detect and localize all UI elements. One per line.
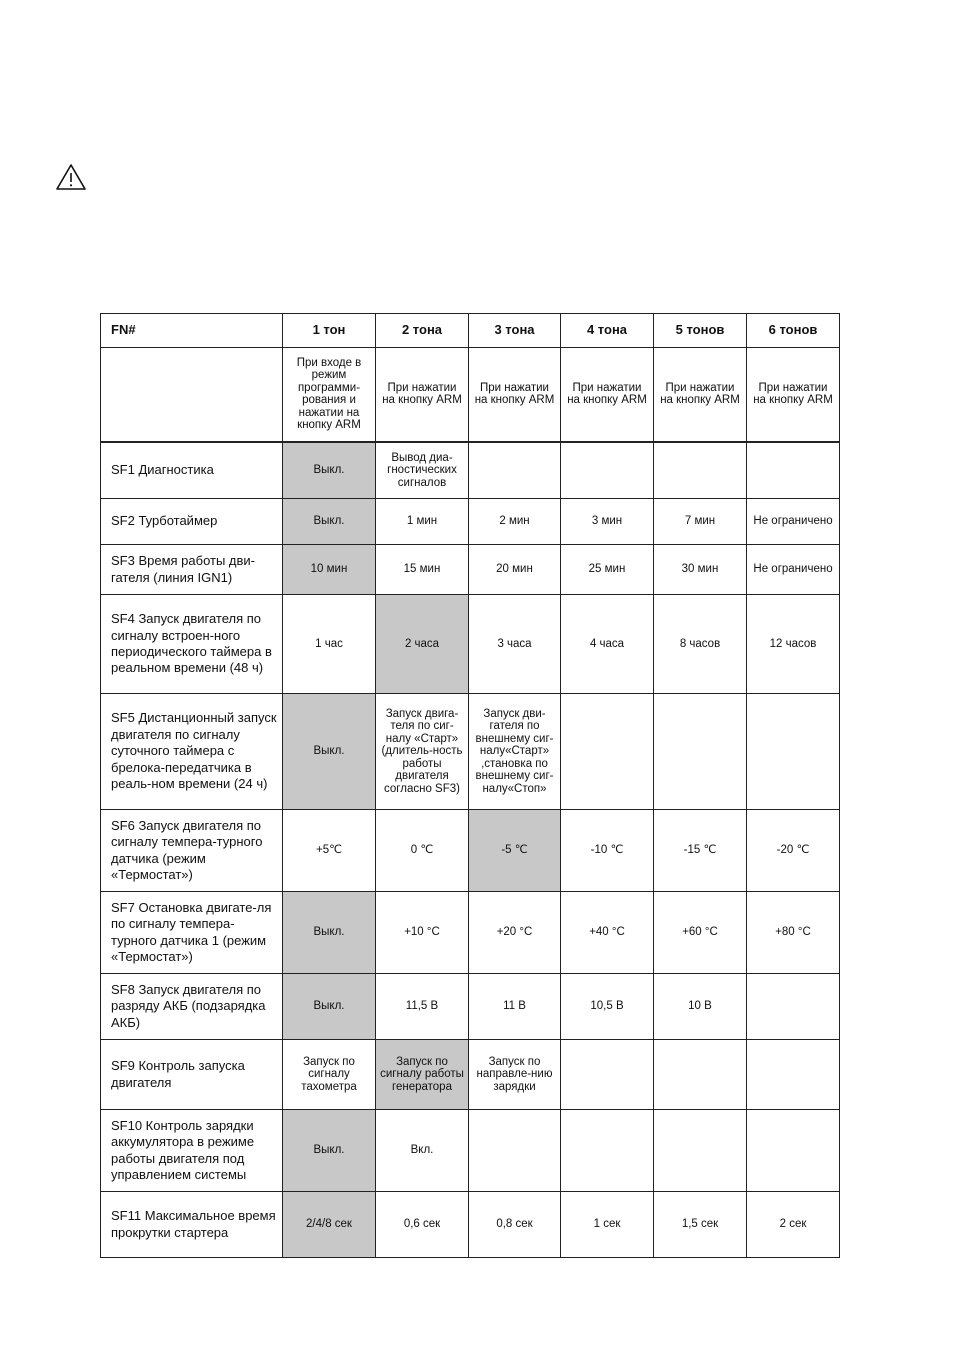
function-name-cell: SF5 Дистанционный запуск двигателя по сигналу суточного таймера с брелока-передатчика в реаль-ном времени (24 ч) bbox=[101, 694, 283, 810]
value-cell: +80 °C bbox=[747, 892, 840, 974]
value-cell: 10 В bbox=[654, 974, 747, 1040]
table-row bbox=[101, 810, 840, 892]
value-cell: Не ограничено bbox=[747, 499, 840, 545]
subheader-cell bbox=[101, 348, 283, 442]
table-row bbox=[101, 499, 840, 545]
function-settings-table bbox=[100, 313, 840, 1258]
value-cell bbox=[469, 442, 561, 499]
value-cell: 1,5 сек bbox=[654, 1192, 747, 1258]
header-tone-4: 4 тона bbox=[561, 314, 654, 348]
value-cell: 15 мин bbox=[376, 545, 469, 595]
value-cell: 25 мин bbox=[561, 545, 654, 595]
subheader-cell: При нажатии на кнопку ARM bbox=[469, 348, 561, 442]
function-name-cell: SF6 Запуск двигателя по сигналу темпера-турного датчика (режим «Термостат») bbox=[101, 810, 283, 892]
header-tone-1: 1 тон bbox=[283, 314, 376, 348]
table-row bbox=[101, 1110, 840, 1192]
value-cell: 0,8 сек bbox=[469, 1192, 561, 1258]
value-cell bbox=[654, 1110, 747, 1192]
value-cell: 2 часа bbox=[376, 595, 469, 694]
value-cell: Вкл. bbox=[376, 1110, 469, 1192]
value-cell: 2 сек bbox=[747, 1192, 840, 1258]
value-cell: Выкл. bbox=[283, 974, 376, 1040]
value-cell: -20 ℃ bbox=[747, 810, 840, 892]
value-cell: 1 час bbox=[283, 595, 376, 694]
value-cell: -10 ℃ bbox=[561, 810, 654, 892]
value-cell: Не ограничено bbox=[747, 545, 840, 595]
value-cell bbox=[561, 694, 654, 810]
function-name-cell: SF3 Время работы дви-гателя (линия IGN1) bbox=[101, 545, 283, 595]
value-cell bbox=[561, 1110, 654, 1192]
value-cell: +5℃ bbox=[283, 810, 376, 892]
value-cell: 11,5 В bbox=[376, 974, 469, 1040]
header-fn: FN# bbox=[101, 314, 283, 348]
subheader-cell: При нажатии на кнопку ARM bbox=[747, 348, 840, 442]
value-cell bbox=[469, 1110, 561, 1192]
function-name-cell: SF2 Турботаймер bbox=[101, 499, 283, 545]
value-cell: Вывод диа-гностических сигналов bbox=[376, 442, 469, 499]
value-cell: 10 мин bbox=[283, 545, 376, 595]
value-cell: -15 ℃ bbox=[654, 810, 747, 892]
value-cell: Выкл. bbox=[283, 694, 376, 810]
value-cell: Выкл. bbox=[283, 1110, 376, 1192]
value-cell: Запуск по направле-нию зарядки bbox=[469, 1040, 561, 1110]
function-name-cell: SF1 Диагностика bbox=[101, 442, 283, 499]
table-row bbox=[101, 974, 840, 1040]
table-row bbox=[101, 545, 840, 595]
value-cell bbox=[747, 1040, 840, 1110]
value-cell: +40 °C bbox=[561, 892, 654, 974]
value-cell: 11 В bbox=[469, 974, 561, 1040]
value-cell: 2/4/8 сек bbox=[283, 1192, 376, 1258]
value-cell: 1 мин bbox=[376, 499, 469, 545]
table-row bbox=[101, 1192, 840, 1258]
value-cell: +60 °C bbox=[654, 892, 747, 974]
header-tone-2: 2 тона bbox=[376, 314, 469, 348]
subheader-cell: При нажатии на кнопку ARM bbox=[376, 348, 469, 442]
value-cell: 7 мин bbox=[654, 499, 747, 545]
value-cell: 1 сек bbox=[561, 1192, 654, 1258]
value-cell bbox=[561, 1040, 654, 1110]
header-row bbox=[101, 314, 840, 348]
value-cell: 3 часа bbox=[469, 595, 561, 694]
subheader-cell: При нажатии на кнопку ARM bbox=[654, 348, 747, 442]
table-row bbox=[101, 595, 840, 694]
value-cell: -5 ℃ bbox=[469, 810, 561, 892]
value-cell bbox=[561, 442, 654, 499]
value-cell bbox=[654, 1040, 747, 1110]
subheader-row bbox=[101, 348, 840, 442]
table-row bbox=[101, 694, 840, 810]
value-cell: 2 мин bbox=[469, 499, 561, 545]
table-row bbox=[101, 1040, 840, 1110]
table-row bbox=[101, 442, 840, 499]
table-body bbox=[101, 442, 840, 1258]
value-cell: Запуск дви-гателя по внешнему сиг-налу«Старт» ,становка по внешнему сиг-налу«Стоп» bbox=[469, 694, 561, 810]
value-cell: 30 мин bbox=[654, 545, 747, 595]
value-cell bbox=[747, 1110, 840, 1192]
warning-triangle-icon bbox=[55, 163, 87, 191]
value-cell: 0 ℃ bbox=[376, 810, 469, 892]
value-cell bbox=[747, 442, 840, 499]
header-tone-6: 6 тонов bbox=[747, 314, 840, 348]
value-cell bbox=[654, 694, 747, 810]
value-cell: +20 °C bbox=[469, 892, 561, 974]
value-cell: Запуск по сигналу работы генератора bbox=[376, 1040, 469, 1110]
table-row bbox=[101, 892, 840, 974]
function-name-cell: SF11 Максимальное время прокрутки стартера bbox=[101, 1192, 283, 1258]
value-cell: Выкл. bbox=[283, 499, 376, 545]
function-name-cell: SF10 Контроль зарядки аккумулятора в режиме работы двигателя под управлением системы bbox=[101, 1110, 283, 1192]
subheader-cell: При входе в режим программи-рования и нажатии на кнопку ARM bbox=[283, 348, 376, 442]
function-name-cell: SF8 Запуск двигателя по разряду АКБ (подзарядка АКБ) bbox=[101, 974, 283, 1040]
value-cell: +10 °C bbox=[376, 892, 469, 974]
header-tone-3: 3 тона bbox=[469, 314, 561, 348]
value-cell: 12 часов bbox=[747, 595, 840, 694]
value-cell: Запуск по сигналу тахометра bbox=[283, 1040, 376, 1110]
value-cell: 8 часов bbox=[654, 595, 747, 694]
header-tone-5: 5 тонов bbox=[654, 314, 747, 348]
value-cell: Запуск двига-теля по сиг-налу «Старт» (длитель-ность работы двигателя согласно SF3) bbox=[376, 694, 469, 810]
value-cell: Выкл. bbox=[283, 442, 376, 499]
value-cell bbox=[747, 974, 840, 1040]
value-cell: 4 часа bbox=[561, 595, 654, 694]
function-name-cell: SF7 Остановка двигате-ля по сигналу темпера-турного датчика 1 (режим «Термостат») bbox=[101, 892, 283, 974]
value-cell: 3 мин bbox=[561, 499, 654, 545]
value-cell: 0,6 сек bbox=[376, 1192, 469, 1258]
value-cell bbox=[747, 694, 840, 810]
subheader-cell: При нажатии на кнопку ARM bbox=[561, 348, 654, 442]
value-cell bbox=[654, 442, 747, 499]
value-cell: 10,5 В bbox=[561, 974, 654, 1040]
function-name-cell: SF4 Запуск двигателя по сигналу встроен-ного периодического таймера в реальном времени (48 ч) bbox=[101, 595, 283, 694]
value-cell: Выкл. bbox=[283, 892, 376, 974]
function-name-cell: SF9 Контроль запуска двигателя bbox=[101, 1040, 283, 1110]
value-cell: 20 мин bbox=[469, 545, 561, 595]
